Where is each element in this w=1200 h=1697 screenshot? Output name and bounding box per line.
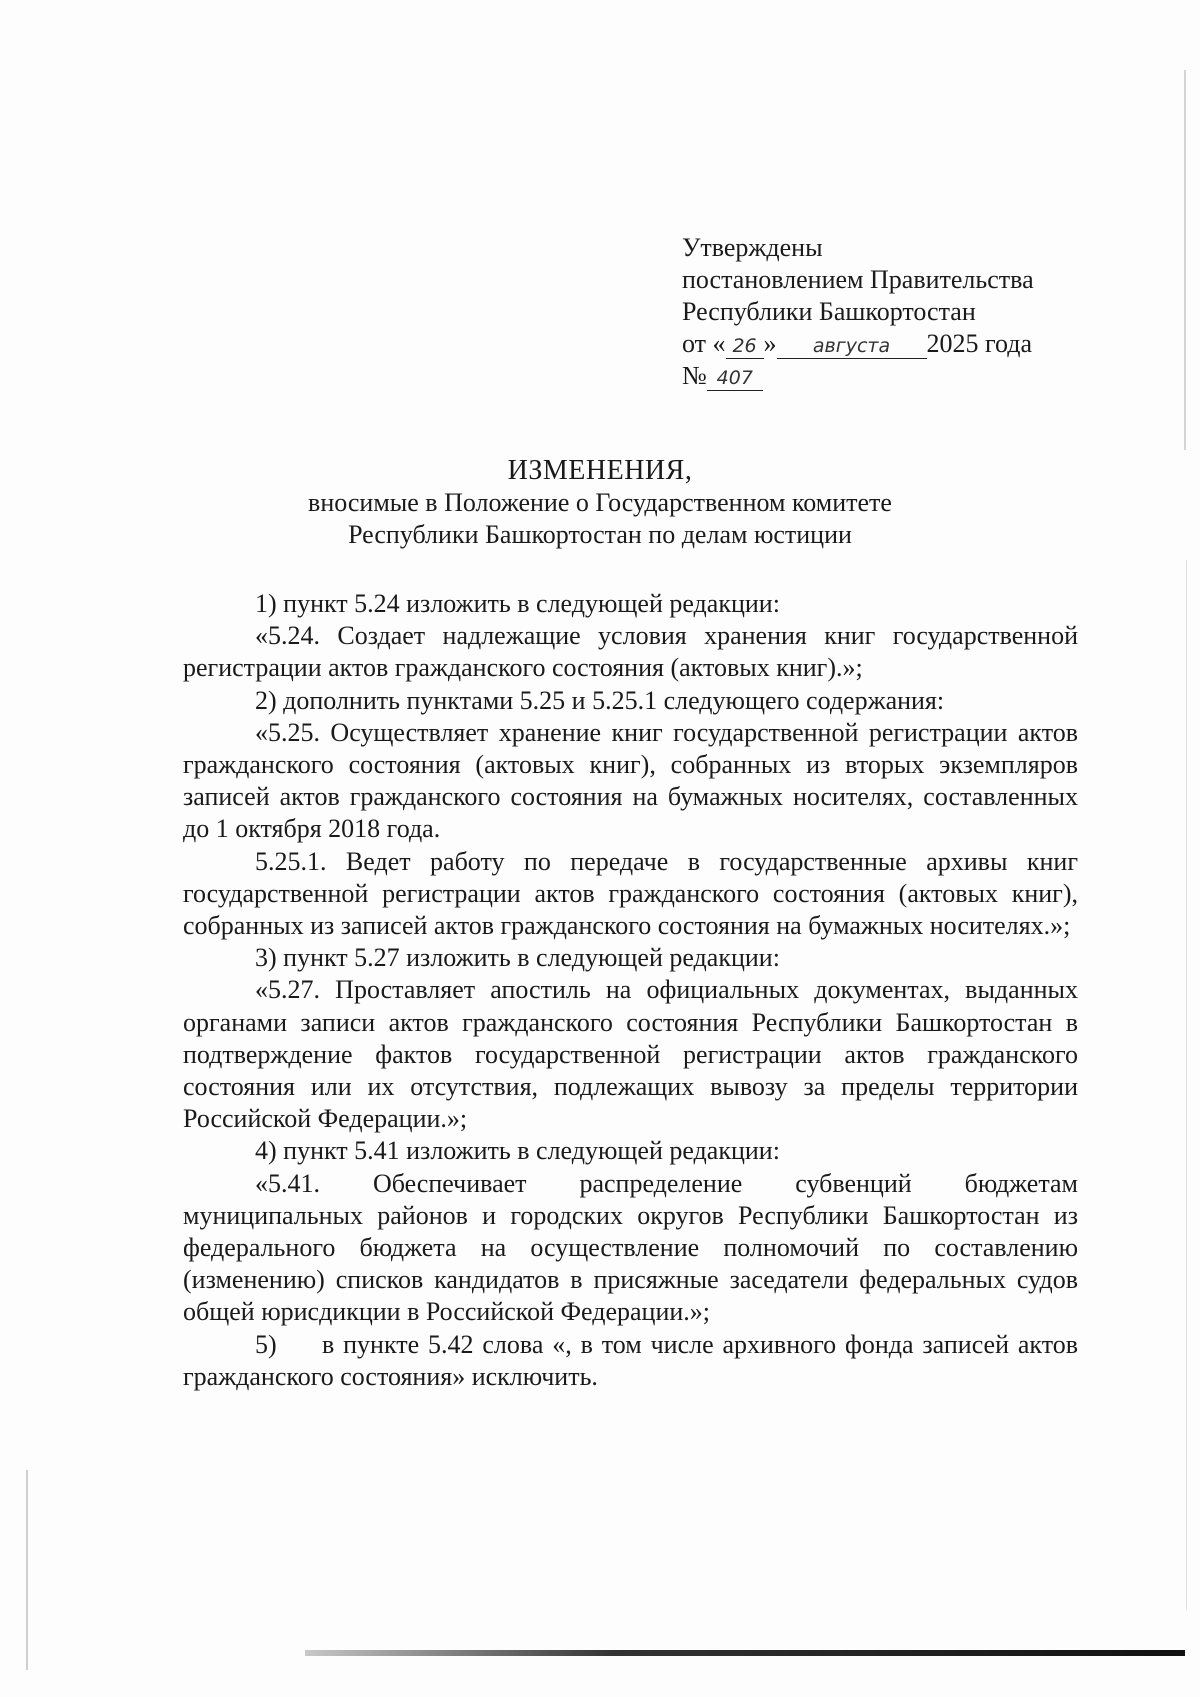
title-sub-1: вносимые в Положение о Государственном комитете [308,488,892,517]
title-main: ИЗМЕНЕНИЯ, [507,455,693,486]
date-month: августа [812,335,891,357]
approval-line-3: Республики Башкортостан [682,297,976,326]
date-month-field [777,332,927,359]
date-suffix: 2025 года [926,329,1033,358]
approval-line-1: Утверждены [682,233,823,262]
paragraph-3: 2) дополнить пунктами 5.25 и 5.25.1 следующего содержания: [255,685,945,715]
scan-edge-bottom [305,1650,1185,1656]
approval-block [682,232,1034,392]
number-value: 407 [716,367,753,389]
paragraph-6: 3) пункт 5.27 изложить в следующей редакции: [255,943,780,973]
scan-edge-right-lower [1186,560,1187,1610]
date-prefix: от « [682,329,726,358]
paragraph-1: 1) пункт 5.24 изложить в следующей редакции: [255,589,780,618]
date-day-field [726,332,764,359]
title-sub-2: Республики Башкортостан по делам юстиции [348,520,852,549]
item5-number: 5) [255,1329,277,1359]
paragraph-9: «5.41. Обеспечивает распределение субвенций бюджетам муниципальных районов и городских округов Республики Башкортостан из федерального бюджета на осуществление полномочий по составлению (изменению) списков кандидатов в присяжные заседатели федеральных судов общей юрисдикции в Российской Федерации.»; [183,1168,1078,1327]
item5-text: в пункте 5.42 слова «, в том числе архивного фонда записей актов гражданского состояния» исключить. [183,1329,1078,1391]
paragraph-7: «5.27. Проставляет апостиль на официальных документах, выданных органами записи актов гражданского состояния Республики Башкортостан в подтверждение фактов государственной регистрации актов гражданского состояния или их отсутствия, подлежащих вывозу за пределы территории Российской Федерации.»; [183,975,1078,1134]
approval-date-line [682,328,1034,360]
paragraph-2: «5.24. Создает надлежащие условия хранения книг государственной регистрации актов гражданского состояния (актовых книг).»; [183,621,1078,683]
date-quote: » [763,329,777,358]
document-body [183,588,1078,1393]
document-title [0,455,1200,551]
number-field [707,364,763,391]
date-day: 26 [732,335,757,357]
scan-edge-left [26,1470,28,1670]
approval-line-2: постановлением Правительства [682,265,1034,294]
paragraph-4: «5.25. Осуществляет хранение книг государственной регистрации актов гражданского состояния (актовых книг), собранных из вторых экземпляров записей актов гражданского состояния на бумажных носителях, составленных до 1 октября 2018 года. [183,717,1078,844]
paragraph-8: 4) пункт 5.41 изложить в следующей редакции: [255,1136,780,1166]
approval-number-line [682,360,1034,392]
number-prefix: № [682,361,707,390]
paragraph-10 [183,1329,1078,1393]
scan-edge-right [1184,70,1186,450]
paragraph-5: 5.25.1. Ведет работу по передаче в государственные архивы книг государственной регистрации актов гражданского состояния (актовых книг), собранных из записей актов гражданского состояния на бумажных носителях.»; [183,846,1078,941]
